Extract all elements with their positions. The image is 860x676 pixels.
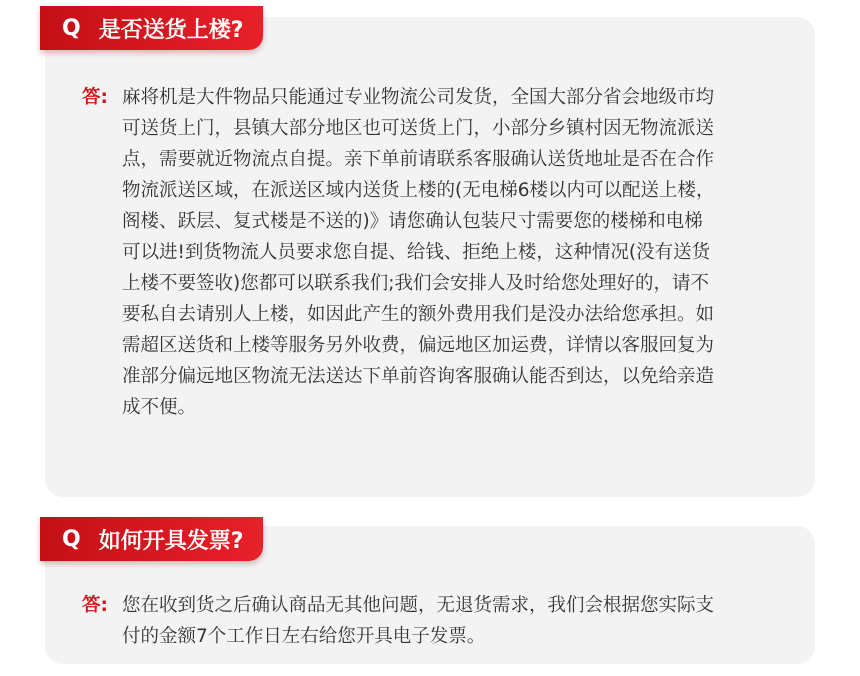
- answer-invoice: [82, 590, 792, 652]
- question-mark: Q: [62, 15, 81, 41]
- answer-label: 答:: [82, 87, 108, 108]
- answer-text: 您在收到货之后确认商品无其他问题，无退货需求，我们会根据您实际支 付的金额7个工作日左右给您开具电子发票。: [122, 595, 715, 647]
- answer-text: 麻将机是大件物品只能通过专业物流公司发货，全国大部分省会地级市均 可送货上门，县镇大部分地区也可送货上门，小部分乡镇村因无物流派送 点，需要就近物流点自提。亲下单前请联系客服确认送货地址是否在合作 物流派送区域，在派送区域内送货上楼的(无电梯6楼以内可以配送上楼， 阁楼、跃层、复式楼是不送的)》请您确认包装尺寸需要您的楼梯和电梯 可以进!到货物流人员要求您自提、给钱、拒绝上楼，这种情况(没有送货 上楼不要签收)您都可以联系我们;我们会安排人及时给您处理好的，请不 要私自去请别人上楼，如因此产生的额外费用我们是没办法给您承担。如 需超区送货和上楼等服务另外收费，偏远地区加运费，详情以客服回复为 准部分偏远地区物流无法送达下单前咨询客服确认能否到达，以免给亲造 成不便。: [122, 87, 715, 418]
- question-text: 是否送货上楼?: [98, 17, 244, 43]
- answer-label: 答:: [82, 595, 108, 616]
- question-tag-shipping: [40, 6, 263, 50]
- question-mark: Q: [62, 526, 81, 552]
- question-tag-invoice: [40, 517, 263, 561]
- answer-shipping: [82, 82, 792, 423]
- question-text: 如何开具发票?: [98, 528, 244, 554]
